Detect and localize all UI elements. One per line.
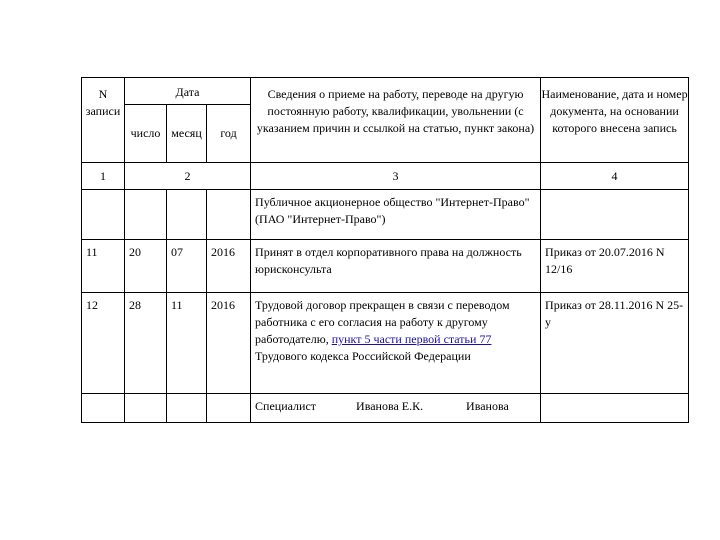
record-number: 12 bbox=[82, 293, 125, 394]
table-row bbox=[82, 293, 689, 394]
organization-row bbox=[82, 190, 689, 240]
record-document: Приказ от 20.07.2016 N 12/16 bbox=[541, 240, 689, 293]
record-day: 28 bbox=[125, 293, 167, 394]
header-month-label: месяц bbox=[171, 126, 202, 140]
sig-empty-doc bbox=[541, 394, 689, 423]
header-record-number bbox=[82, 78, 125, 163]
header-date bbox=[125, 78, 251, 105]
signature-row bbox=[82, 394, 689, 423]
header-record-number-label: N записи bbox=[85, 87, 121, 118]
header-year-label: год bbox=[220, 126, 237, 140]
record-info: Принят в отдел корпоративного права на должность юрисконсульта bbox=[251, 240, 541, 293]
sig-empty-month bbox=[167, 394, 207, 423]
record-day: 20 bbox=[125, 240, 167, 293]
signature-sign: Иванова bbox=[466, 399, 509, 413]
header-day bbox=[125, 105, 167, 163]
record-year: 2016 bbox=[207, 240, 251, 293]
signature-name: Иванова Е.К. bbox=[356, 399, 424, 413]
sig-empty-num bbox=[82, 394, 125, 423]
sig-empty-year bbox=[207, 394, 251, 423]
header-document bbox=[541, 78, 689, 163]
signature-cell bbox=[251, 394, 541, 423]
header-month bbox=[167, 105, 207, 163]
record-info-text-end: Трудового кодекса Российской Федерации bbox=[255, 349, 471, 363]
record-info-text: Трудовой договор прекращен в связи с переводом работника с его согласия на работу к другому работодателю, bbox=[255, 298, 510, 346]
org-empty-month bbox=[167, 190, 207, 240]
header-row bbox=[82, 78, 689, 105]
signature-position: Специалист bbox=[255, 399, 317, 413]
header-document-label: Наименование, дата и номер документа, на основании которого внесена запись bbox=[541, 87, 688, 135]
column-numbers-row bbox=[82, 163, 689, 190]
org-empty-day bbox=[125, 190, 167, 240]
col-number-1: 1 bbox=[82, 163, 125, 190]
header-day-label: число bbox=[130, 126, 161, 140]
header-info-label: Сведения о приеме на работу, переводе на другую постоянную работу, квалификации, увольнении (с указанием причин и ссылкой на статью, пункт закона) bbox=[256, 87, 535, 135]
col-number-2: 2 bbox=[125, 163, 251, 190]
header-info bbox=[251, 78, 541, 163]
table-row bbox=[82, 240, 689, 293]
record-month: 07 bbox=[167, 240, 207, 293]
org-empty-doc bbox=[541, 190, 689, 240]
record-document: Приказ от 28.11.2016 N 25-у bbox=[541, 293, 689, 394]
col-number-3: 3 bbox=[251, 163, 541, 190]
header-date-label: Дата bbox=[175, 85, 200, 99]
record-month: 11 bbox=[167, 293, 207, 394]
record-number: 11 bbox=[82, 240, 125, 293]
org-empty-num bbox=[82, 190, 125, 240]
org-empty-year bbox=[207, 190, 251, 240]
col-number-4: 4 bbox=[541, 163, 689, 190]
record-year: 2016 bbox=[207, 293, 251, 394]
header-year bbox=[207, 105, 251, 163]
employment-records-table bbox=[81, 77, 689, 423]
sig-empty-day bbox=[125, 394, 167, 423]
record-info bbox=[251, 293, 541, 394]
law-article-link[interactable]: пункт 5 части первой статьи 77 bbox=[331, 332, 492, 346]
organization-name: Публичное акционерное общество "Интернет-Право" (ПАО "Интернет-Право") bbox=[251, 190, 541, 240]
